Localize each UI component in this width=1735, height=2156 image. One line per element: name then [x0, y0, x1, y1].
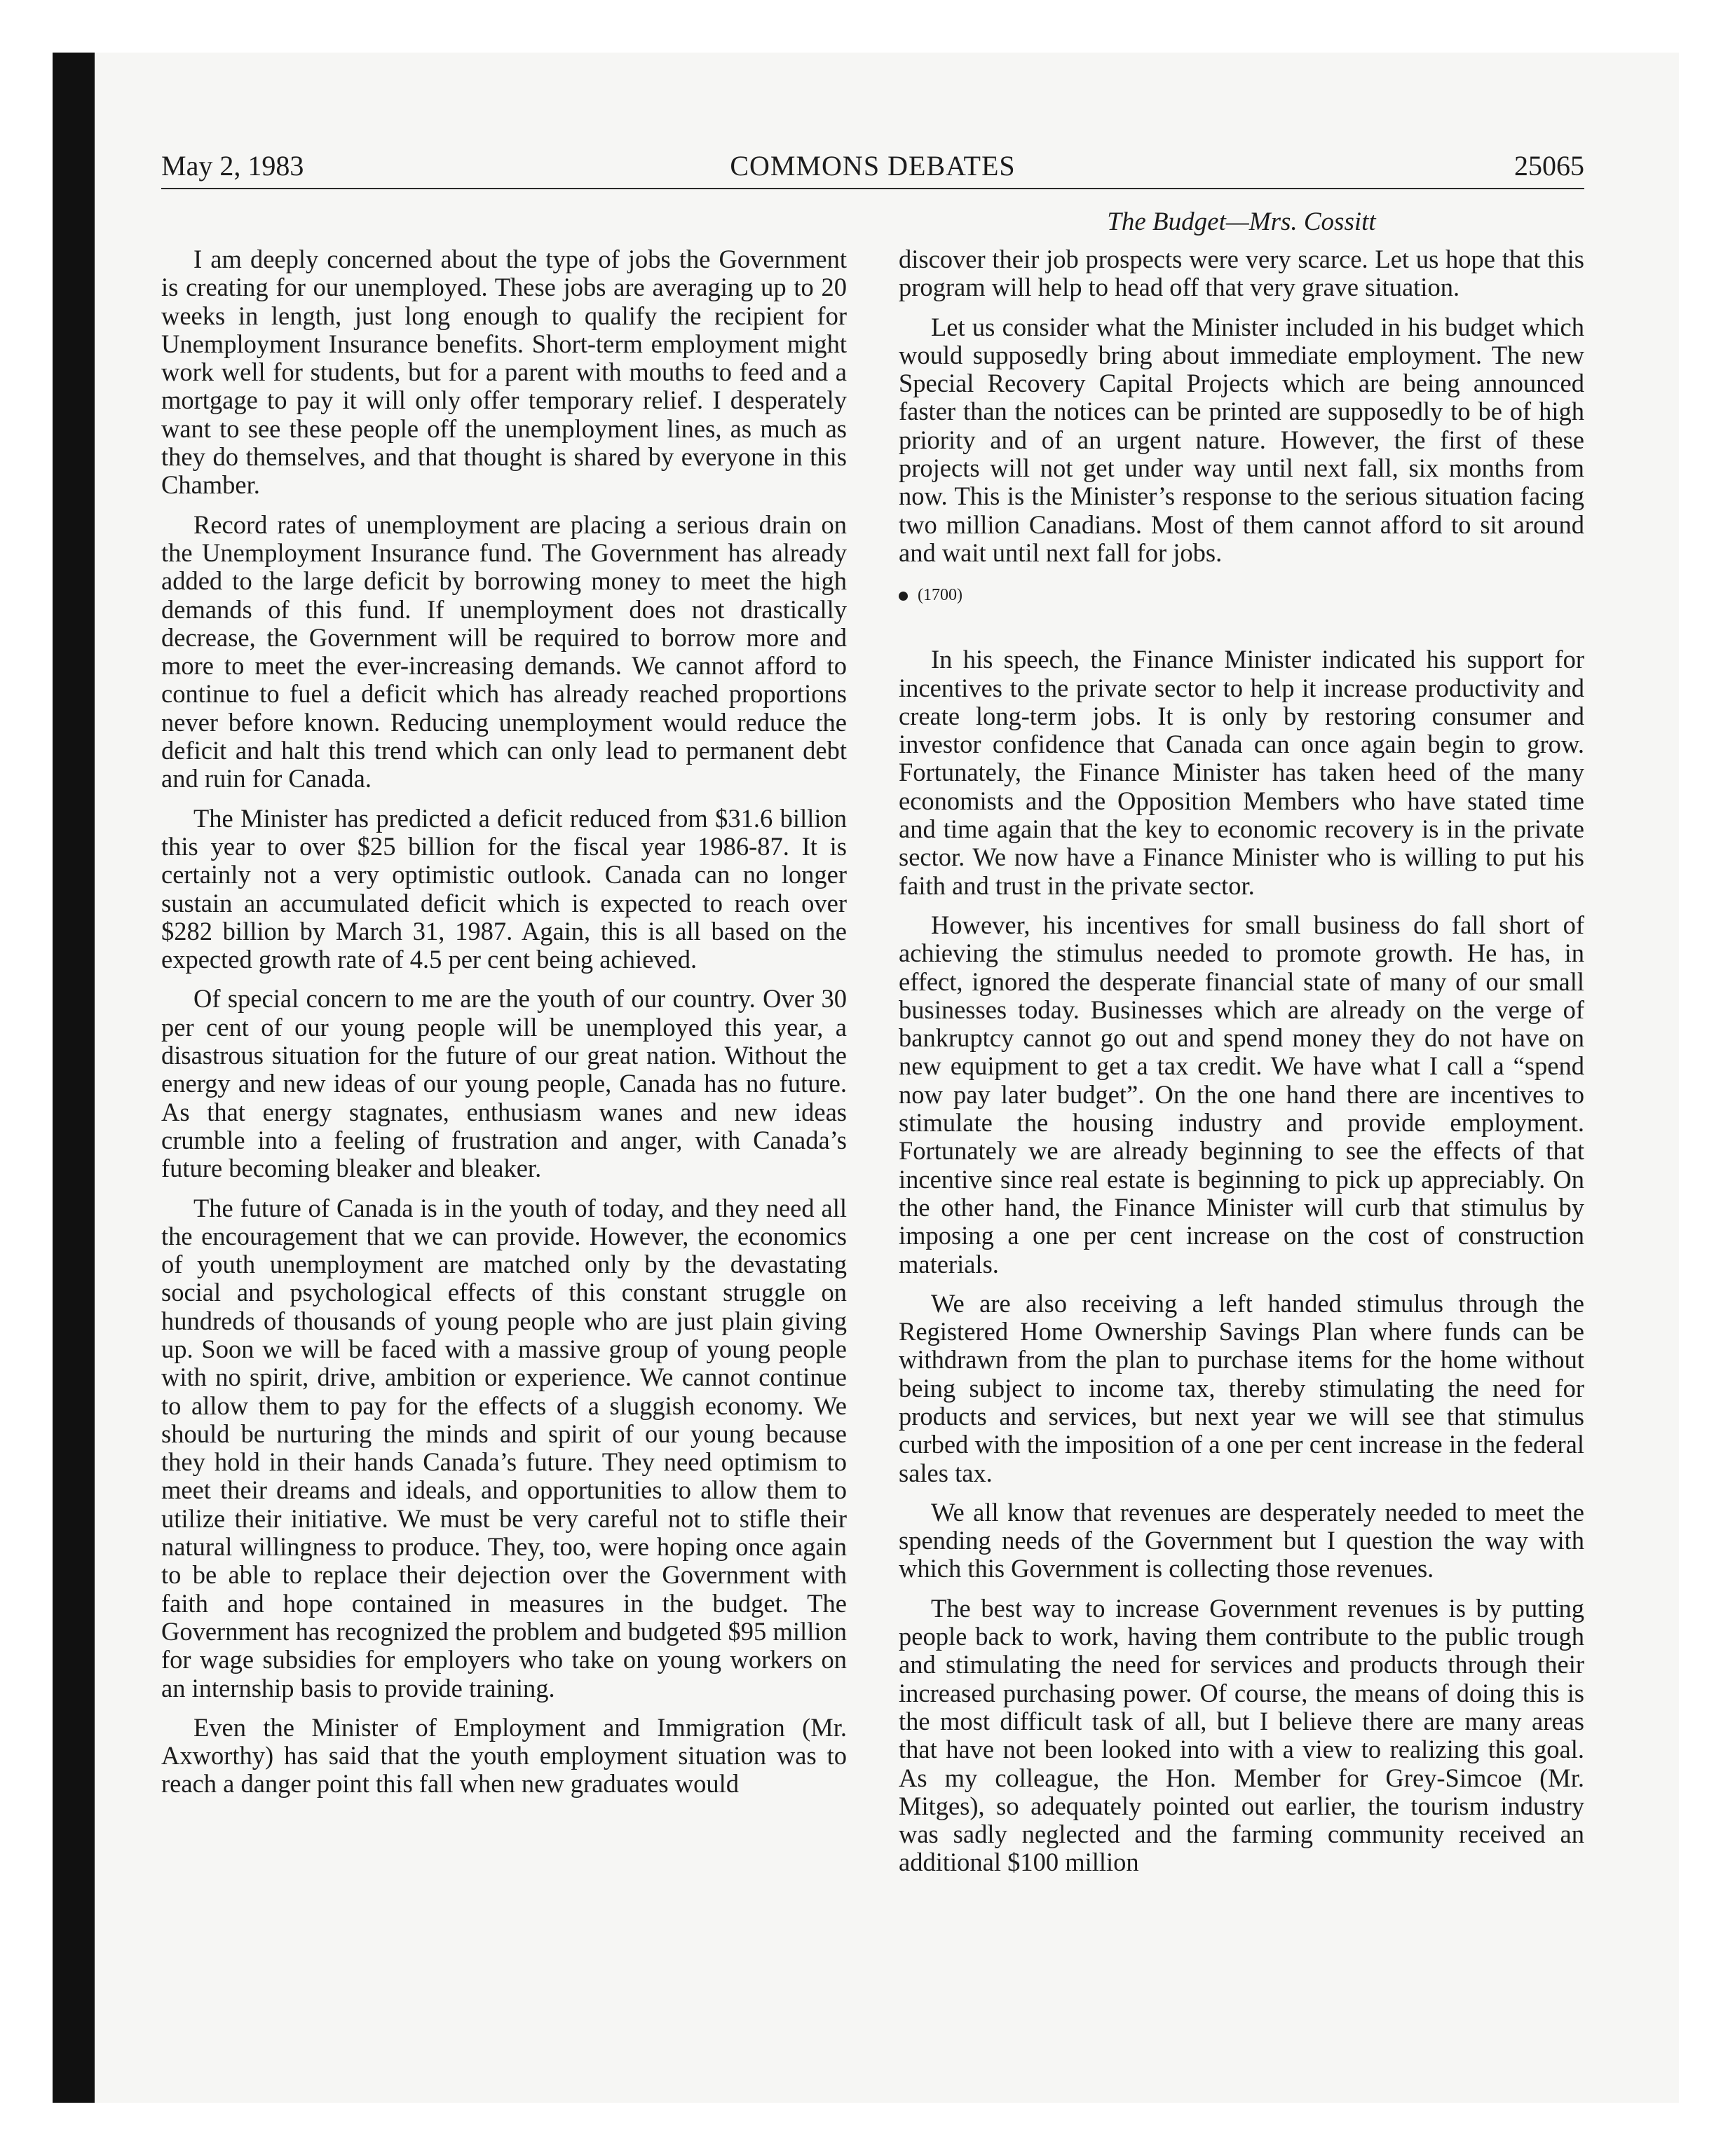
- time-marker: [899, 581, 1584, 609]
- time-marker-label: (1700): [918, 586, 962, 605]
- paragraph: The best way to increase Government revenues is by putting people back to work, having them contribute to the public trough and stimulating the need for services and products through their increased purchasing power. Of course, the means of doing this is the most difficult task of all, but I believe there are many areas that have not been looked into with a view to realizing this goal. As my colleague, the Hon. Member for Grey-Simcoe (Mr. Mitges), so adequately pointed out earlier, the tourism industry was sadly neglected and the farming community received an additional $100 million: [899, 1593, 1584, 1877]
- paragraph: The Minister has predicted a deficit reduced from $31.6 billion this year to over $25 billion for the fiscal year 1986-87. It is certainly not a very optimistic outlook. Canada can no longer sustain an accumulated deficit which is expected to reach over $282 billion by March 31, 1987. Again, this is all based on the expected growth rate of 4.5 per cent being achieved.: [161, 803, 847, 974]
- paragraph: However, his incentives for small business do fall short of achieving the stimulus needed to promote growth. He has, in effect, ignored the desperate financial state of many of our small businesses today. Businesses which are already on the verge of bankruptcy cannot go out and spend money they do not have on new equipment to get a tax credit. We have what I call a “spend now pay later budget”. On the one hand there are incentives to stimulate the housing industry and provide employment. Fortunately we are already beginning to see the effects of that incentive since real estate is beginning to pick up appreciably. On the other hand, the Finance Minister will curb that stimulus by imposing a one per cent increase on the cost of construction materials.: [899, 910, 1584, 1278]
- paragraph: Record rates of unemployment are placing a serious drain on the Unemployment Insurance fund. The Government has already added to the large deficit by borrowing money to meet the high demands of this fund. If unemployment does not drastically decrease, the Government will be required to borrow more and more to meet the ever-increasing demands. We cannot afford to continue to fuel a deficit which has already reached proportions never before known. Reducing unemployment would reduce the deficit and halt this trend which can only lead to permanent debt and ruin for Canada.: [161, 510, 847, 793]
- header-rule: [161, 188, 1584, 189]
- left-column: [161, 245, 847, 1810]
- paragraph-continued: discover their job prospects were very scarce. Let us hope that this program will help to head off that very grave situation.: [899, 245, 1584, 302]
- header-title: COMMONS DEBATES: [730, 150, 1016, 182]
- bullet-icon: [899, 592, 908, 601]
- right-column: [899, 245, 1584, 1888]
- paragraph: The future of Canada is in the youth of today, and they need all the encouragement that we can provide. However, the economics of youth unemployment are matched only by the devastating social and psychological effects of this constant struggle on hundreds of thousands of young people who are just plain giving up. Soon we will be faced with a massive group of young people with no spirit, drive, ambition or experience. We cannot continue to allow them to pay for the effects of a sluggish economy. We should be nurturing the minds and spirit of our young because they hold in their hands Canada’s future. They need optimism to meet their dreams and ideals, and opportunities to allow them to utilize their initiative. We must be very careful not to stifle their natural willingness to produce. They, too, were hoping once again to be able to replace their dejection over the Government with faith and hope contained in measures in the budget. The Government has recognized the problem and budgeted $95 million for wage subsidies for employers who take on young workers on an internship basis to provide training.: [161, 1193, 847, 1703]
- paragraph: Even the Minister of Employment and Immigration (Mr. Axworthy) has said that the youth employment situation was to reach a danger point this fall when new graduates would: [161, 1712, 847, 1799]
- paragraph: In his speech, the Finance Minister indicated his support for incentives to the private sector to help it increase productivity and create long-term jobs. It is only by restoring consumer and investor confidence that Canada can once again begin to grow. Fortunately, the Finance Minister has taken heed of the many economists and the Opposition Members who have stated time and time again that the key to economic recovery is in the private sector. We now have a Finance Minister who is willing to put his faith and trust in the private sector.: [899, 645, 1584, 900]
- paragraph: Let us consider what the Minister included in his budget which would supposedly bring about immediate employment. The new Special Recovery Capital Projects which are being announced faster than the notices can be printed are supposedly to be of high priority and of an urgent nature. However, the first of these projects will not get under way until next fall, six months from now. This is the Minister’s response to the serious situation facing two million Canadians. Most of them cannot afford to sit around and wait until next fall for jobs.: [899, 312, 1584, 567]
- scan-edge: [53, 53, 95, 2103]
- paragraph: We are also receiving a left handed stimulus through the Registered Home Ownership Savings Plan where funds can be withdrawn from the plan to purchase items for the home without being subject to income tax, thereby stimulating the need for products and services, but next year we will see that stimulus curbed with the imposition of a one per cent increase in the federal sales tax.: [899, 1288, 1584, 1487]
- running-head: The Budget—Mrs. Cossitt: [1107, 207, 1376, 236]
- page-header: [161, 149, 1584, 191]
- header-page-number: 25065: [1514, 150, 1584, 182]
- header-date: May 2, 1983: [161, 150, 304, 182]
- paragraph: Of special concern to me are the youth of our country. Over 30 per cent of our young people will be unemployed this year, a disastrous situation for the future of our great nation. Without the energy and new ideas of our young people, Canada has no future. As that energy stagnates, enthusiasm wanes and new ideas crumble into a feeling of frustration and anger, with Canada’s future becoming bleaker and bleaker.: [161, 984, 847, 1183]
- paragraph: We all know that revenues are desperately needed to meet the spending needs of the Government but I question the way with which this Government is collecting those revenues.: [899, 1497, 1584, 1583]
- paragraph: I am deeply concerned about the type of jobs the Government is creating for our unemployed. These jobs are averaging up to 20 weeks in length, just long enough to qualify the recipient for Unemployment Insurance benefits. Short-term employment might work well for students, but for a parent with mouths to feed and a mortgage to pay it will only offer temporary relief. I desperately want to see these people off the unemployment lines, as much as they do themselves, and that thought is shared by everyone in this Chamber.: [161, 245, 847, 500]
